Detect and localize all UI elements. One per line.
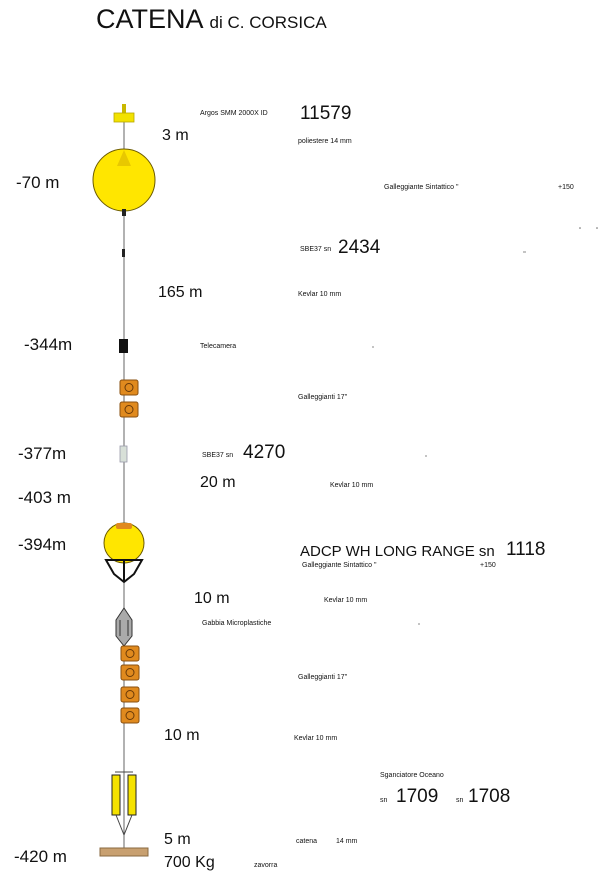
syntactic-buoy-icon: [93, 149, 155, 216]
kevlar-2-label: Kevlar 10 mm: [330, 482, 374, 489]
depth-394: -394m: [18, 535, 67, 554]
galleggiante-2-value: +150: [480, 562, 496, 569]
segment-3m: 3 m: [162, 127, 189, 144]
argos-transmitter-icon: [114, 104, 134, 122]
sn-1-label: sn: [380, 797, 388, 804]
gabbia-label: Gabbia Microplastiche: [202, 620, 272, 627]
segment-5m: 5 m: [164, 831, 191, 848]
adcp-buoy-icon: [104, 523, 144, 582]
depth-403: -403 m: [18, 488, 71, 507]
sbe37-2-sn: 4270: [243, 442, 286, 463]
title-main: CATENA: [96, 4, 203, 34]
sbe37-1-label: SBE37 sn: [300, 246, 332, 253]
segment-10m-b: 10 m: [164, 727, 200, 744]
catena-mm: 14 mm: [336, 838, 358, 845]
sbe37-sensor-icon: [122, 249, 125, 257]
galleggiante-2-label: Galleggiante Sintattico ": [302, 562, 377, 569]
releaser-sn-1: 1709: [396, 786, 439, 807]
galleggianti-1-label: Galleggianti 17": [298, 394, 348, 401]
releaser-sn-2: 1708: [468, 786, 511, 807]
sn-2-label: sn: [456, 797, 464, 804]
dot-mark: [596, 227, 598, 229]
depth-344: -344m: [24, 335, 73, 354]
galleggianti-2-label: Galleggianti 17": [298, 674, 348, 681]
anchor-weight-icon: [100, 848, 148, 856]
page-title: [96, 4, 327, 35]
title-sub: di C. CORSICA: [209, 13, 327, 32]
depth-70: -70 m: [16, 173, 60, 192]
dot-mark: [579, 227, 581, 229]
segment-165m: 165 m: [158, 284, 203, 301]
segment-20m: 20 m: [200, 474, 236, 491]
sbe37-2-label: SBE37 sn: [202, 452, 234, 459]
depth-420: -420 m: [14, 847, 67, 866]
sganciatore-label: Sganciatore Oceano: [380, 772, 444, 779]
argos-id: 11579: [300, 103, 352, 124]
adcp-label: ADCP WH LONG RANGE sn: [300, 543, 495, 560]
camera-icon: [119, 339, 128, 353]
anchor-weight: 700 Kg: [164, 854, 215, 871]
catena-label: catena: [296, 838, 318, 845]
kevlar-1-label: Kevlar 10 mm: [298, 291, 342, 298]
argos-label: Argos SMM 2000X ID: [200, 110, 268, 117]
kevlar-4-label: Kevlar 10 mm: [294, 735, 338, 742]
kevlar-3-label: Kevlar 10 mm: [324, 597, 368, 604]
telecamera-label: Telecamera: [200, 343, 237, 350]
zavorra-label: zavorra: [254, 862, 278, 869]
sbe37-sensor-2-icon: [120, 446, 127, 462]
depth-377: -377m: [18, 444, 67, 463]
microplastic-cage-icon: [116, 608, 132, 646]
sbe37-1-sn: 2434: [338, 237, 381, 258]
galleggiante-1-value: +150: [558, 184, 574, 191]
segment-10m-a: 10 m: [194, 590, 230, 607]
galleggiante-1-label: Galleggiante Sintattico ": [384, 184, 459, 191]
poliestere-label: poliestere 14 mm: [298, 138, 352, 145]
adcp-sn: 1118: [506, 539, 546, 560]
floats-group-1: [120, 380, 138, 417]
